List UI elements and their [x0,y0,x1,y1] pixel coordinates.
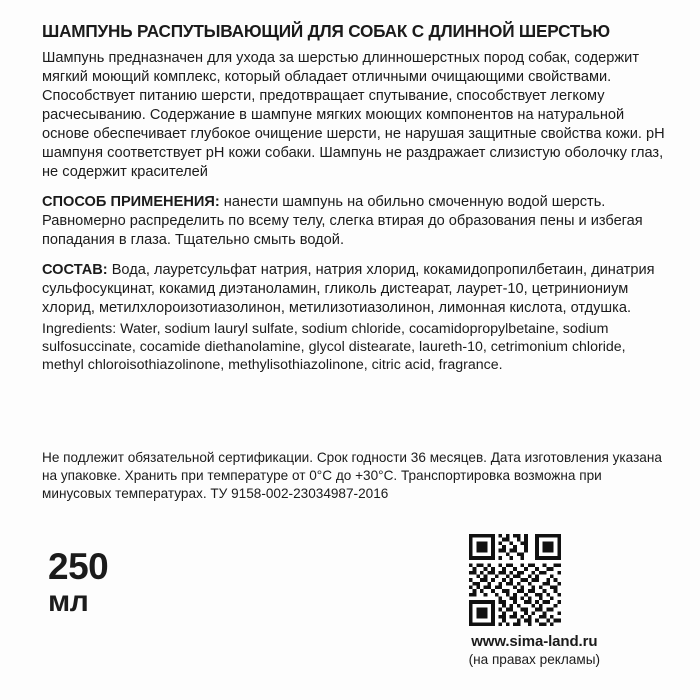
label-footer [42,534,670,684]
usage-section [42,193,670,250]
website-url: www.sima-land.ru [471,633,598,650]
composition-section [42,261,670,318]
composition-text: Вода, лауретсульфат натрия, натрия хлорид, кокамидопропилбетаин, динатрия сульфосукцинат, кокамид диэтаноламин, гликоль дистеарат, лаурет-10, цетриниониум хлорид, метилхлороизотиазолинон, метилизотиазолинон, лимонная кислота, отдушка. [42,261,655,316]
usage-heading: СПОСОБ ПРИМЕНЕНИЯ: [42,193,220,210]
spacer [42,375,670,449]
page-title: ШАМПУНЬ РАСПУТЫВАЮЩИЙ ДЛЯ СОБАК С ДЛИННОЙ ШЕРСТЬЮ [42,21,610,41]
certification-note: Не подлежит обязательной сертификации. Срок годности 36 месяцев. Дата изготовления указана на упаковке. Хранить при температуре от 0°C до +30°C. Транспортировка возможна при минусовых температурах. ТУ 9158-002-23034987-2016 [42,449,662,502]
volume-number: 250 [48,546,109,587]
qr-block [469,534,600,667]
usage-text: нанести шампунь на обильно смоченную водой шерсть. Равномерно распределить по всему телу, слегка втирая до образования пены и избегая попадания в глаза. Тщательно смыть водой. [42,193,643,248]
ad-disclaimer: (на правах рекламы) [468,652,600,667]
ingredients-english: Ingredients: Water, sodium lauryl sulfate, sodium chloride, cocamidopropylbetaine, sodium sulfosuccinate, cocamide diethanolamine, glycol distearate, laureth-10, cetrimonium chloride, methyl chloroisothiazolinone, methylisothiazolinone, citric acid, fragrance. [42,320,626,374]
volume-value [48,548,108,617]
volume-unit: мл [48,584,89,618]
qr-code-icon [469,534,561,626]
composition-heading: СОСТАВ: [42,261,108,278]
product-description: Шампунь предназначен для ухода за шерстью длинношерстных пород собак, содержит мягкий моющий комплекс, который обладает отличными очищающими свойствами. Способствует питанию шерсти, предотвращает спутывание, способствует легкому расчесыванию. Содержание в шампуне мягких моющих компонентов на натуральной основе обеспечивает глубокое очищение шерсти, не нарушая защитные свойства кожи. pH шампуня соответствует pH кожи собаки. Шампунь не раздражает слизистую оболочку глаз, не содержит красителей [42,49,665,180]
